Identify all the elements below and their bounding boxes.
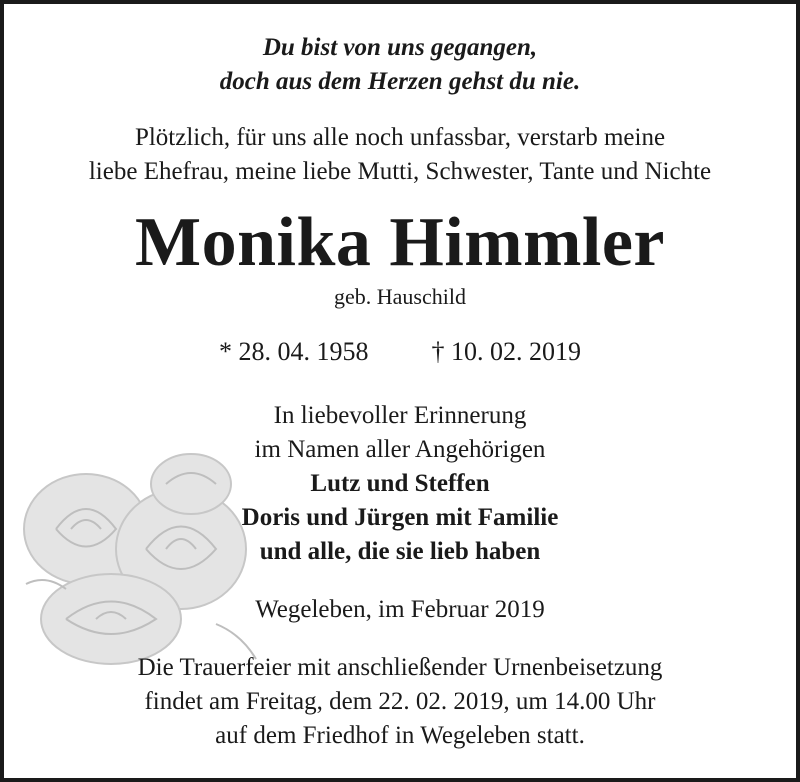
death-date: † 10. 02. 2019 xyxy=(431,337,581,366)
life-dates xyxy=(4,337,796,367)
ceremony-line-2: findet am Freitag, dem 22. 02. 2019, um 14.00 Uhr xyxy=(144,688,656,715)
intro-line-1: Plötzlich, für uns alle noch unfassbar, verstarb meine xyxy=(134,124,666,151)
mourner-family-3: und alle, die sie lieb haben xyxy=(259,538,541,565)
deceased-name: Monika Himmler xyxy=(135,204,665,281)
motto-line-1: Du bist von uns gegangen, xyxy=(262,34,538,61)
remembrance-line-2: im Namen aller Angehörigen xyxy=(254,436,546,463)
intro-line-2: liebe Ehefrau, meine liebe Mutti, Schwester, Tante und Nichte xyxy=(88,158,712,185)
birth-name: geb. Hauschild xyxy=(334,284,466,309)
ceremony-line-3: auf dem Friedhof in Wegeleben statt. xyxy=(215,722,585,749)
place-date: Wegeleben, im Februar 2019 xyxy=(255,596,545,623)
mourner-family-2: Doris und Jürgen mit Familie xyxy=(241,504,559,531)
motto-line-2: doch aus dem Herzen gehst du nie. xyxy=(219,68,581,95)
birth-date: * 28. 04. 1958 xyxy=(219,337,369,366)
remembrance-line-1: In liebevoller Erinnerung xyxy=(273,402,527,429)
ceremony-line-1: Die Trauerfeier mit anschließender Urnenbeisetzung xyxy=(137,654,663,681)
mourner-family-1: Lutz und Steffen xyxy=(310,470,490,497)
